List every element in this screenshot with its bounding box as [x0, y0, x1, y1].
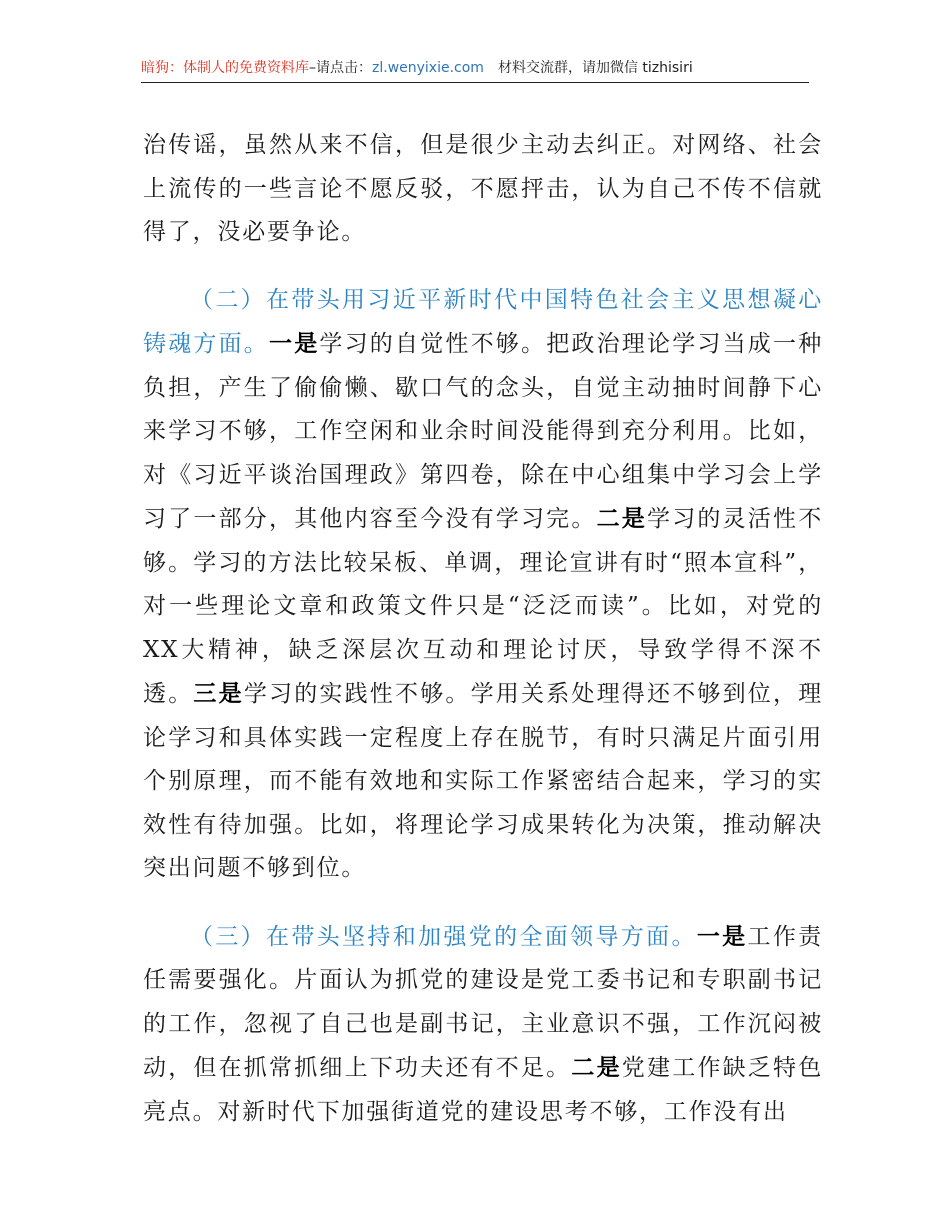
section-3-point-2-label: 二是: [571, 1054, 622, 1081]
section-2-point-3-label: 三是: [193, 680, 244, 707]
header-url-link[interactable]: zl.wenyixie.com: [372, 60, 484, 76]
section-3-paragraph: [143, 915, 823, 1135]
section-2-point-3-text: 学习的实践性不够。学用关系处理得还不够到位，理论学习和具体实践一定程度上存在脱节，有时只满足片面引用个别原理，而不能有效地和实际工作紧密结合起来，学习的实效性有待加强。比如，将理论学习成果转化为决策，推动解决突出问题不够到位。: [143, 681, 823, 881]
section-2-heading: （二）在带头用习近平新时代中国特色社会主义思想凝心铸魂方面。: [143, 286, 823, 357]
header-promo: 暗狗：体制人的免费资料库: [141, 60, 309, 76]
header-group-text: 材料交流群，请加微信 tizhisiri: [497, 60, 693, 76]
section-2-point-1-label: 一是: [269, 330, 320, 357]
header-click-prefix: –请点击：: [309, 60, 372, 76]
section-2-point-2-text: 学习的灵活性不够。学习的方法比较呆板、单调，理论宣讲有时“照本宣科”，对一些理论文章和政策文件只是“泛泛而读”。比如，对党的XX大精神，缺乏深层次互动和理论讨厌，导致学得不深不透。: [143, 506, 823, 707]
paragraph-continuation: 治传谣，虽然从来不信，但是很少主动去纠正。对网络、社会上流传的一些言论不愿反驳，不愿抨击，认为自己不传不信就得了，没必要争论。: [143, 132, 823, 245]
section-2-paragraph: [143, 279, 823, 891]
section-3-point-1-label: 一是: [696, 922, 748, 950]
section-3-point-1-text: 工作责任需要强化。片面认为抓党的建设是党工委书记和专职副书记的工作，忽视了自己也是副书记，主业意识不强，工作沉闷被动，但在抓常抓细上下功夫还有不足。: [143, 923, 823, 1081]
section-2-point-2-label: 二是: [596, 505, 647, 532]
page-header: [141, 58, 809, 83]
document-body: [143, 124, 823, 1134]
section-2-point-1-text: 学习的自觉性不够。把政治理论学习当成一种负担，产生了偷偷懒、歇口气的念头，自觉主动抽时间静下心来学习不够，工作空闲和业余时间没能得到充分利用。比如，对《习近平谈治国理政》第四卷，除在中心组集中学习会上学习了一部分，其他内容至今没有学习完。: [143, 331, 823, 532]
section-3-point-2-text: 党建工作缺乏特色亮点。对新时代下加强街道党的建设思考不够，工作没有出: [143, 1055, 823, 1125]
section-3-heading: （三）在带头坚持和加强党的全面领导方面。: [190, 923, 697, 950]
